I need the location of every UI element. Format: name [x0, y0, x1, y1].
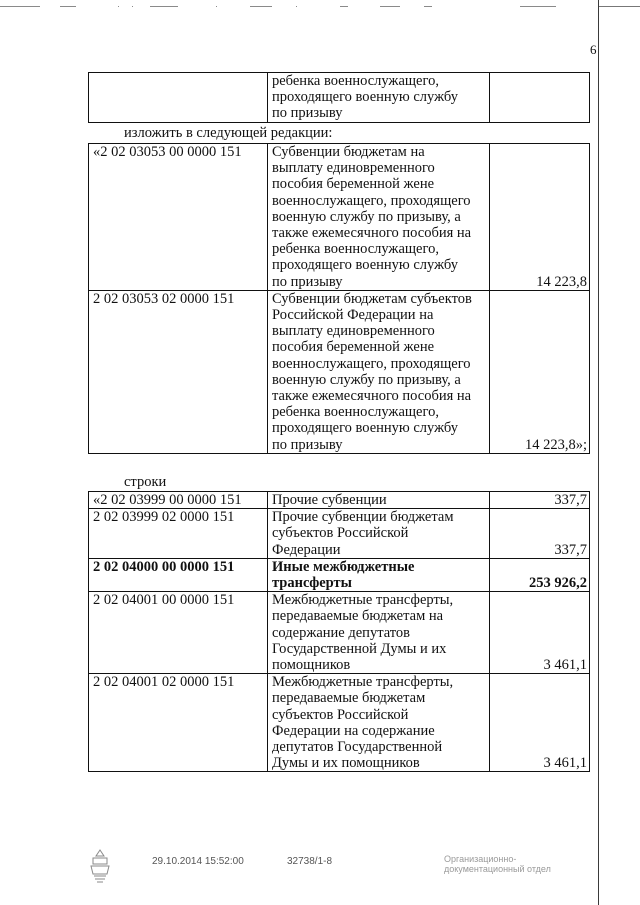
budget-table-new-redaction — [88, 143, 590, 454]
description-line: Прочие субвенции бюджетам — [272, 509, 454, 526]
description-line: Федерации — [272, 541, 341, 558]
description-line: Российской Федерации на — [272, 307, 434, 324]
table-row — [89, 290, 590, 453]
budget-code: 2 02 03999 02 0000 151 — [89, 509, 268, 559]
budget-code: 2 02 04001 00 0000 151 — [89, 592, 268, 674]
description-line: также ежемесячного пособия на — [272, 388, 472, 405]
description-line: пособия беременной жене — [272, 176, 435, 193]
crop-mark — [598, 6, 640, 7]
description-line: пособия беременной жене — [272, 339, 435, 356]
description-line: субъектов Российской — [272, 525, 409, 542]
department-stamp — [444, 854, 551, 874]
description-line: передаваемые бюджетам на — [272, 608, 444, 625]
instruction-rows: строки — [124, 474, 167, 490]
budget-code: «2 02 03999 00 0000 151 — [89, 492, 268, 509]
income-description — [268, 290, 490, 453]
description-line: военнослужащего, проходящего — [272, 355, 471, 372]
description-line: по призыву — [272, 436, 343, 453]
description-line: содержание депутатов — [272, 624, 411, 641]
footer-doc-number: 32738/1-8 — [287, 856, 333, 867]
amount: 3 461,1 — [490, 674, 590, 772]
income-description — [268, 509, 490, 559]
income-description — [268, 144, 490, 291]
description-line: ребенка военнослужащего, — [272, 404, 439, 421]
table-row — [89, 558, 590, 591]
amount: 3 461,1 — [490, 592, 590, 674]
description-line: по призыву — [272, 105, 343, 122]
description-line: Государственной Думы и их — [272, 640, 447, 657]
income-description — [268, 558, 490, 591]
description-line: выплату единовременного — [272, 160, 435, 177]
budget-table-rows — [88, 491, 590, 772]
emblem-icon — [88, 848, 112, 884]
income-description — [268, 73, 490, 123]
description-line: ребенка военнослужащего, — [272, 241, 439, 258]
table-row — [89, 592, 590, 674]
description-line: проходящего военную службу — [272, 420, 459, 437]
table-row — [89, 674, 590, 772]
description-line: субъектов Российской — [272, 706, 409, 723]
description-line: также ежемесячного пособия на — [272, 225, 472, 242]
budget-code: 2 02 04001 02 0000 151 — [89, 674, 268, 772]
budget-code: 2 02 03053 02 0000 151 — [89, 290, 268, 453]
description-line: Думы и их помощников — [272, 755, 420, 772]
scan-edge-line — [598, 0, 599, 905]
description-line: проходящего военную службу — [272, 257, 459, 274]
amount: 337,7 — [490, 509, 590, 559]
budget-code — [89, 73, 268, 123]
scan-artifact-top — [0, 6, 580, 12]
description-line: проходящего военную службу — [272, 89, 459, 106]
stamp-line: документационный отдел — [444, 864, 551, 874]
amount: 253 926,2 — [490, 558, 590, 591]
table-row — [89, 144, 590, 291]
table-row — [89, 492, 590, 509]
income-description — [268, 592, 490, 674]
description-line: Федерации на содержание — [272, 722, 435, 739]
budget-table-continuation — [88, 72, 590, 123]
description-line: ребенка военнослужащего, — [272, 73, 439, 89]
description-line: трансферты — [272, 575, 352, 592]
description-line: Прочие субвенции — [272, 492, 387, 508]
instruction-redaction: изложить в следующей редакции: — [124, 125, 333, 141]
amount — [490, 73, 590, 123]
description-line: военнослужащего, проходящего — [272, 192, 471, 209]
description-line: помощников — [272, 657, 351, 674]
table-row — [89, 73, 590, 123]
income-description — [268, 492, 490, 509]
description-line: военную службу по призыву, а — [272, 208, 461, 225]
table-row — [89, 509, 590, 559]
description-line: депутатов Государственной — [272, 739, 443, 756]
amount: 14 223,8 — [490, 144, 590, 291]
page-number: 6 — [590, 42, 597, 57]
footer-datetime: 29.10.2014 15:52:00 — [152, 856, 244, 867]
stamp-line: Организационно- — [444, 854, 517, 864]
income-description — [268, 674, 490, 772]
description-line: Субвенции бюджетам на — [272, 144, 425, 160]
description-line: Межбюджетные трансферты, — [272, 674, 454, 691]
amount: 337,7 — [490, 492, 590, 509]
description-line: Субвенции бюджетам субъектов — [272, 290, 472, 307]
description-line: передаваемые бюджетам — [272, 690, 426, 707]
budget-code: «2 02 03053 00 0000 151 — [89, 144, 268, 291]
description-line: выплату единовременного — [272, 323, 435, 340]
description-line: по призыву — [272, 273, 343, 290]
budget-code: 2 02 04000 00 0000 151 — [89, 558, 268, 591]
description-line: военную службу по призыву, а — [272, 371, 461, 388]
description-line: Иные межбюджетные — [272, 558, 415, 575]
amount: 14 223,8»; — [490, 290, 590, 453]
description-line: Межбюджетные трансферты, — [272, 592, 454, 609]
